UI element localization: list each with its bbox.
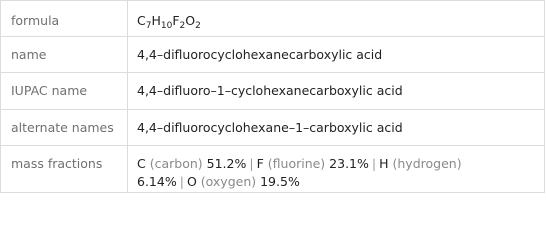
fraction-symbol: C [137,156,146,171]
formula-subscript: 7 [145,21,152,31]
table-row [1,73,545,110]
row-label-alternate-names: alternate names [1,110,128,146]
formula-subscript: 2 [195,21,201,31]
mass-fractions-line-1 [137,155,543,173]
fraction-element-name: (oxygen) [200,174,257,189]
fraction-percent: 23.1% [329,156,369,171]
table-row [1,146,545,193]
formula-element: F [172,13,180,28]
formula-element: C [137,13,146,28]
fraction-percent: 51.2% [206,156,247,171]
fraction-separator: | [249,156,254,171]
table-row [1,1,545,37]
row-value-name: 4,4–difluorocyclohexanecarboxylic acid [128,37,545,73]
formula-element: O [185,13,196,28]
fraction-symbol: O [186,174,197,189]
row-value-formula [128,1,545,37]
row-label-formula: formula [1,1,128,37]
table-row [1,110,545,146]
fraction-symbol: F [256,156,264,171]
row-value-mass-fractions [128,146,545,193]
formula-subscript: 2 [179,21,186,31]
row-value-iupac-name: 4,4–difluoro–1–cyclohexanecarboxylic acid [128,73,545,110]
fraction-separator: | [371,156,377,171]
fraction-separator: | [179,174,184,189]
fraction-symbol: H [379,156,389,171]
fraction-percent: 6.14% [137,174,177,189]
row-label-iupac-name: IUPAC name [1,73,128,110]
formula-element: H [151,13,161,28]
row-label-mass-fractions: mass fractions [1,146,128,193]
row-value-alternate-names: 4,4–difluorocyclohexane–1–carboxylic acid [128,110,545,146]
table-row [1,37,545,73]
chemical-formula [137,13,201,31]
fraction-percent: 19.5% [260,174,300,189]
row-label-name: name [1,37,128,73]
formula-subscript: 10 [160,21,173,31]
fraction-element-name: (fluorine) [267,156,326,171]
fraction-element-name: (carbon) [149,156,203,171]
fraction-element-name: (hydrogen) [392,156,462,171]
mass-fractions-line-2 [137,173,543,191]
